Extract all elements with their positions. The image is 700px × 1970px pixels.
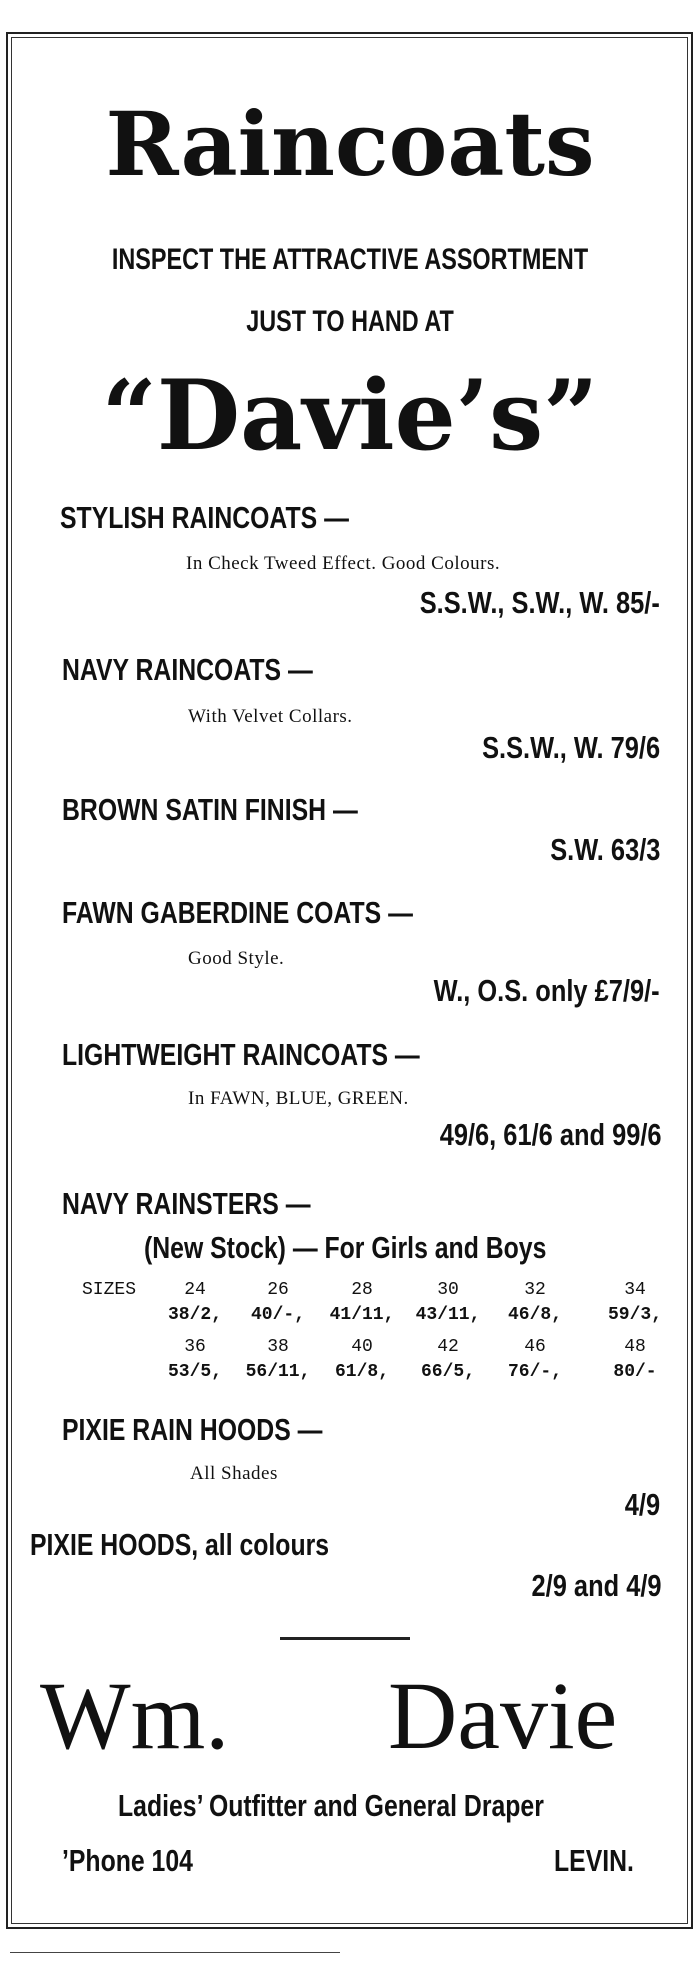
price-cell: 41/11, [329, 1305, 395, 1325]
page-bottom-rule [10, 1952, 340, 1953]
item-description: With Velvet Collars. [188, 706, 353, 727]
rainsters-heading: NAVY RAINSTERS — [62, 1186, 311, 1221]
rainsters-subheading: (New Stock) — For Girls and Boys [144, 1230, 547, 1265]
store-name: “Davie’s” [101, 359, 599, 472]
item-description: In Check Tweed Effect. Good Colours. [186, 553, 501, 574]
item-heading: LIGHTWEIGHT RAINCOATS — [62, 1037, 420, 1072]
price-cell: 66/5, [420, 1362, 475, 1382]
footer-name-first: Wm. [40, 1662, 230, 1769]
price-cell: 76/-, [507, 1362, 562, 1382]
size-cell: 48 [624, 1337, 646, 1357]
footer-subtitle: Ladies’ Outfitter and General Draper [118, 1788, 544, 1823]
tagline-1: INSPECT THE ATTRACTIVE ASSORTMENT [111, 243, 589, 276]
item-heading: NAVY RAINCOATS — [62, 652, 313, 687]
footer-name-last: Davie [388, 1662, 618, 1769]
item-heading: BROWN SATIN FINISH — [62, 792, 358, 827]
item-price: 49/6, 61/6 and 99/6 [440, 1117, 662, 1152]
hoods-description: All Shades [190, 1463, 278, 1484]
size-cell: 26 [267, 1280, 289, 1300]
size-cell: 30 [437, 1280, 459, 1300]
size-cell: 32 [524, 1280, 546, 1300]
item-description: In FAWN, BLUE, GREEN. [188, 1088, 409, 1109]
price-cell: 40/-, [250, 1305, 305, 1325]
footer-town: LEVIN. [554, 1843, 634, 1878]
size-cell: 34 [624, 1280, 646, 1300]
hoods-price: 4/9 [624, 1487, 660, 1522]
price-cell: 80/- [613, 1362, 657, 1382]
price-cell: 59/3, [607, 1305, 662, 1325]
size-cell: 24 [184, 1280, 206, 1300]
size-cell: 28 [351, 1280, 373, 1300]
size-cell: 36 [184, 1337, 206, 1357]
item-heading: STYLISH RAINCOATS — [60, 500, 349, 535]
footer-phone: ’Phone 104 [62, 1843, 193, 1878]
item-price: S.W. 63/3 [549, 832, 660, 867]
ad-title: Raincoats [105, 92, 595, 196]
item-price: W., O.S. only £7/9/- [433, 973, 660, 1008]
size-cell: 46 [524, 1337, 546, 1357]
price-cell: 38/2, [167, 1305, 222, 1325]
price-cell: 46/8, [507, 1305, 562, 1325]
tagline-2: JUST TO HAND AT [246, 305, 454, 338]
price-cell: 61/8, [334, 1362, 389, 1382]
size-cell: 42 [437, 1337, 459, 1357]
item-description: Good Style. [188, 948, 285, 969]
pixie-hoods-line: PIXIE HOODS, all colours [30, 1527, 330, 1562]
size-cell: 38 [267, 1337, 289, 1357]
item-price: S.S.W., W. 79/6 [481, 730, 660, 765]
item-price: S.S.W., S.W., W. 85/- [419, 585, 660, 620]
price-cell: 53/5, [167, 1362, 222, 1382]
pixie-hoods-price: 2/9 and 4/9 [532, 1568, 662, 1603]
size-cell: 40 [351, 1337, 373, 1357]
hoods-heading: PIXIE RAIN HOODS — [62, 1412, 323, 1447]
sizes-label: SIZES [82, 1280, 137, 1300]
price-cell: 43/11, [415, 1305, 481, 1325]
price-cell: 56/11, [245, 1362, 311, 1382]
item-heading: FAWN GABERDINE COATS — [62, 895, 413, 930]
divider [280, 1637, 410, 1640]
